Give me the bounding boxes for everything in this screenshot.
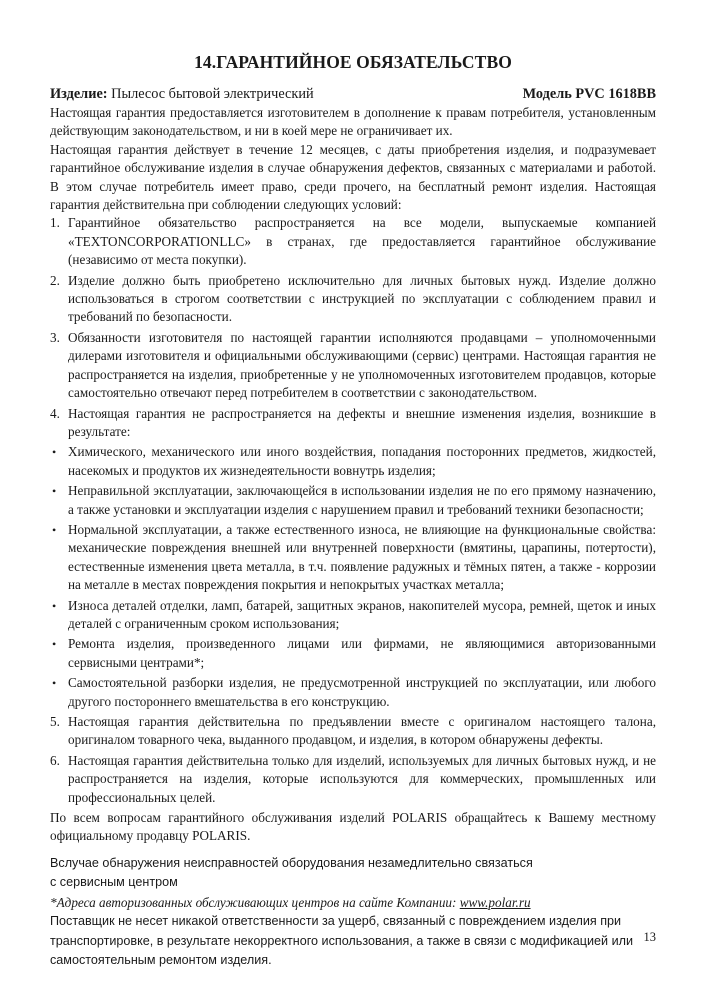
- exclusion-text: Самостоятельной разборки изделия, не предусмотренной инструкцией по эксплуатации, или любого другого постороннего вмешательства в его конструкцию.: [68, 675, 656, 709]
- disclaimer-line: самостоятельным ремонтом изделия.: [50, 953, 272, 968]
- condition-item: [50, 713, 656, 750]
- exclusion-text: Нормальной эксплуатации, а также естественного износа, не влияющие на функциональные свойства: механические повреждения внешней или внутренней поверхности (вмятины, царапины, потертости), естественные изменения цвета металла, в т.ч. появление радужных и тёмных пятен, а также - коррозии на металле в местах повреждения покрытия и непокрытых участках металла;: [68, 521, 656, 593]
- exclusion-item: [50, 674, 656, 711]
- bullet-icon: •: [52, 484, 57, 499]
- exclusion-item: [50, 521, 656, 595]
- addresses-note-text: *Адреса авторизованных обслуживающих центров на сайте Компании:: [50, 894, 460, 910]
- condition-number: 6.: [50, 752, 60, 768]
- service-notice-line: с сервисным центром: [50, 875, 178, 890]
- exclusion-item: [50, 635, 656, 672]
- condition-number: 3.: [50, 329, 60, 345]
- condition-number: 4.: [50, 405, 60, 421]
- condition-text: Настоящая гарантия не распространяется на дефекты и внешние изменения изделия, возникшие в результате:: [68, 405, 656, 439]
- disclaimer-line: Поставщик не несет никакой ответственности за ущерб, связанный с повреждением изделия при: [50, 914, 622, 929]
- exclusion-text: Неправильной эксплуатации, заключающейся в использовании изделия не по его прямому назначению, а также установки и эксплуатации изделия с нарушением правил и требований техники безопасности;: [68, 483, 656, 517]
- intro-paragraph-1: Настоящая гарантия предоставляется изготовителем в дополнение к правам потребителя, установленным действующим законодательством, и ни в коей мере не ограничивает их.: [50, 105, 656, 139]
- service-notice-line: Вслучае обнаружения неисправностей оборудования незамедлительно связаться: [50, 855, 533, 870]
- condition-text: Гарантийное обязательство распространяется на все модели, выпускаемые компанией «TEXTONCORPORATIONLLC» в странах, где предоставляется гарантийное обслуживание (независимо от места покупки).: [68, 215, 656, 268]
- product-label: Изделие:: [50, 86, 108, 102]
- exclusion-item: [50, 597, 656, 634]
- spacer: [50, 846, 656, 854]
- page-title: 14.ГАРАНТИЙНОЕ ОБЯЗАТЕЛЬСТВО: [194, 52, 512, 72]
- exclusion-text: Износа деталей отделки, ламп, батарей, защитных экранов, накопителей мусора, ремней, щеток и иных деталей с ограниченным сроком использования;: [68, 597, 656, 631]
- conditions-list-continued: [50, 713, 656, 807]
- condition-number: 1.: [50, 215, 60, 231]
- bullet-icon: •: [52, 676, 57, 691]
- condition-item: [50, 405, 656, 442]
- bullet-icon: •: [52, 445, 57, 460]
- condition-text: Изделие должно быть приобретено исключительно для личных бытовых нужд. Изделие должно использоваться в строгом соответствии с инструкцией по эксплуатации с соблюдением правил и требований по безопасности.: [68, 272, 656, 325]
- page-number: 13: [643, 930, 656, 944]
- addresses-note: [50, 893, 656, 913]
- condition-text: Настоящая гарантия действительна только для изделий, используемых для личных бытовых нужд, и не распространяется на изделия, которые используются для коммерческих, промышленных или профессиональных целей.: [68, 752, 656, 805]
- warranty-page: [50, 52, 656, 971]
- product-info: [50, 85, 314, 104]
- condition-number: 5.: [50, 714, 60, 729]
- exclusion-text: Химического, механического или иного воздействия, попадания посторонних предметов, жидкостей, насекомых и продуктов их жизнедеятельности вовнутрь изделия;: [68, 444, 656, 478]
- exclusions-list: [50, 443, 656, 711]
- exclusion-item: [50, 443, 656, 480]
- intro-paragraph-2: Настоящая гарантия действует в течение 12 месяцев, с даты приобретения изделия, и подразумевает гарантийное обслуживание изделия в случае обнаружения дефектов, связанных с материалами и работой. В этом случае потребитель имеет право, среди прочего, на бесплатный ремонт изделия. Настоящая гарантия действительна при соблюдении следующих условий:: [50, 141, 656, 213]
- product-model: Модель PVC 1618BB: [522, 86, 656, 102]
- condition-item: [50, 272, 656, 327]
- bullet-icon: •: [52, 637, 57, 652]
- condition-text: Обязанности изготовителя по настоящей гарантии исполняются продавцами – уполномоченными дилерами изготовителя и официальными обслуживающими (сервис) центрами. Настоящая гарантия не распространяется на изделия, приобретенные у не уполномоченных изготовителем продавцов, которые самостоятельно отвечают перед потребителем в соответствии с законодательством.: [68, 329, 656, 401]
- conditions-list: [50, 214, 656, 441]
- condition-item: [50, 752, 656, 807]
- condition-item: [50, 329, 656, 403]
- product-name: Пылесос бытовой электрический: [111, 86, 314, 102]
- product-line: [50, 85, 656, 104]
- disclaimer-line: транспортировке, в результате некорректного использования, а также в связи с модификацией или: [50, 933, 634, 948]
- bullet-icon: •: [52, 598, 57, 613]
- condition-number: 2.: [50, 272, 60, 288]
- polar-website-link[interactable]: www.polar.ru: [459, 894, 531, 910]
- condition-item: [50, 214, 656, 269]
- bullet-icon: •: [52, 522, 57, 537]
- exclusion-text: Ремонта изделия, произведенного лицами или фирмами, не являющимися авторизованными сервисными центрами*;: [68, 636, 656, 670]
- condition-text: Настоящая гарантия действительна по предъявлении вместе с оригиналом настоящего талона, оригиналом товарного чека, выданного продавцом, и изделия, в котором обнаружены дефекты.: [68, 714, 656, 748]
- exclusion-item: [50, 482, 656, 519]
- contact-paragraph: По всем вопросам гарантийного обслуживания изделий POLARIS обращайтесь к Вашему местному официальному продавцу POLARIS.: [50, 810, 656, 844]
